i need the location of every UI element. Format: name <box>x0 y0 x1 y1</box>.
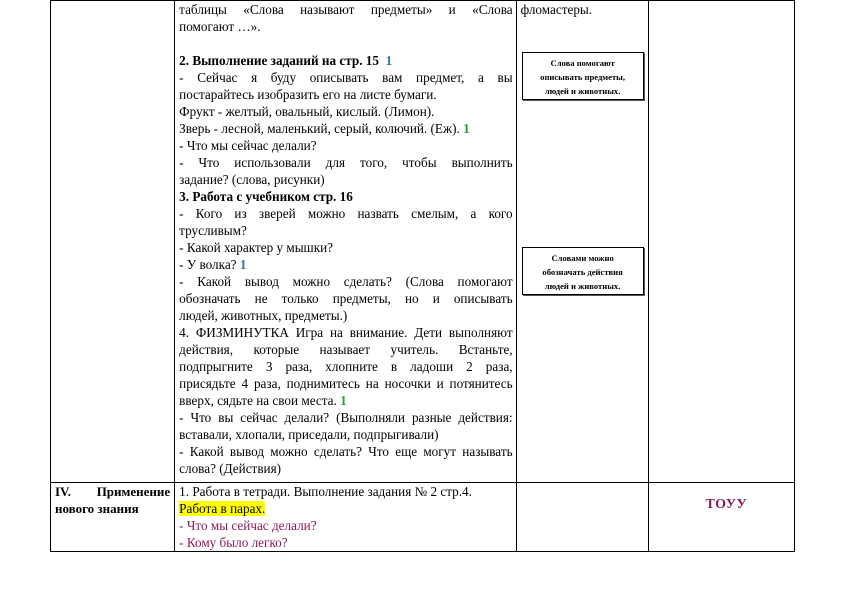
text-line: - У волка? 1 <box>179 257 247 272</box>
table-row-stage-iv <box>51 483 795 552</box>
text-line: таблицы «Слова называют предметы» и «Слова <box>179 2 513 17</box>
student-cell-iv-empty <box>516 483 648 552</box>
card-line: людей и животных. <box>544 281 621 291</box>
text-line: подпрыгните 3 раза, хлопните в ладоши 2 раза, <box>179 359 513 374</box>
text-line: вверх, сядьте на свои места. 1 <box>179 393 347 408</box>
text-line: Фрукт - желтый, овальный, кислый. (Лимон). <box>179 104 435 119</box>
text-line: - Что использовали для того, чтобы выполнить <box>179 155 513 170</box>
result-label: ТОУУ <box>705 497 748 512</box>
score-mark: 1 <box>463 121 470 136</box>
text-line: обозначать не только предметы, но и описывать <box>179 291 513 306</box>
stage-title-line: нового знания <box>55 501 139 516</box>
text-line: - Какой характер у мышки? <box>179 240 334 255</box>
table-row-main <box>51 1 795 483</box>
text-line: действия, которые называет учитель. Встаньте, <box>179 342 513 357</box>
stage-cell-empty <box>51 1 175 483</box>
teacher-activity-cell-iv <box>175 483 516 552</box>
text-line: трусливым? <box>179 223 247 238</box>
word-card-actions <box>522 247 644 295</box>
text-line: слова? (Действия) <box>179 461 282 476</box>
text-line: - Что мы сейчас делали? <box>179 518 317 533</box>
text-line: - Кому было легко? <box>179 535 288 550</box>
result-cell-empty <box>648 1 794 483</box>
text-line: людей, животных, предметы.) <box>179 308 348 323</box>
text-line: вставали, хлопали, приседали, подпрыгивали) <box>179 427 439 442</box>
section-3-title: 3. Работа с учебником стр. 16 <box>179 189 353 204</box>
student-activity-cell <box>516 1 648 483</box>
card-line: описывать предметы, <box>540 72 626 82</box>
text-line: - Кого из зверей можно назвать смелым, а кого <box>179 206 513 221</box>
result-cell-iv <box>648 483 794 552</box>
lesson-plan-table <box>50 0 795 552</box>
text-line <box>179 500 512 517</box>
text-line: постарайтесь изобразить его на листе бумаги. <box>179 87 437 102</box>
text-line: фломастеры. <box>520 2 593 17</box>
word-card-describe <box>522 52 644 100</box>
score-mark: 1 <box>340 393 347 408</box>
text-line: - Что вы сейчас делали? (Выполняли разные действия: <box>179 410 513 425</box>
text-line: - Что мы сейчас делали? <box>179 138 317 153</box>
text-line: присядьте 4 раза, поднимитесь на носочки и потянитесь <box>179 376 513 391</box>
text-line: - Сейчас я буду описывать вам предмет, а вы <box>179 70 513 85</box>
text-line: 4. ФИЗМИНУТКА Игра на внимание. Дети выполняют <box>179 325 513 340</box>
card-line: людей и животных. <box>544 86 621 96</box>
text-line: - Какой вывод можно сделать? (Слова помогают <box>179 274 513 289</box>
card-line: обозначать действия <box>542 267 623 277</box>
section-2-title: 2. Выполнение заданий на стр. 15 <box>179 53 379 68</box>
text-line: задание? (слова, рисунки) <box>179 172 325 187</box>
text-line: - Какой вывод можно сделать? Что еще могут называть <box>179 444 513 459</box>
text-line: помогают …». <box>179 19 261 34</box>
text-line: Зверь - лесной, маленький, серый, колючий. (Еж). 1 <box>179 121 470 136</box>
section-2-heading <box>179 52 512 69</box>
score-mark: 1 <box>239 257 247 272</box>
card-line: Слова помогают <box>550 58 615 68</box>
text-line: 1. Работа в тетради. Выполнение задания № 2 стр.4. <box>179 484 472 499</box>
stage-title-line: IV. Применение <box>55 484 171 499</box>
score-mark: 1 <box>385 53 393 68</box>
teacher-activity-cell <box>175 1 516 483</box>
highlighted-text: Работа в парах. <box>179 501 266 516</box>
stage-cell-iv <box>51 483 175 552</box>
card-line: Словами можно <box>551 253 614 263</box>
